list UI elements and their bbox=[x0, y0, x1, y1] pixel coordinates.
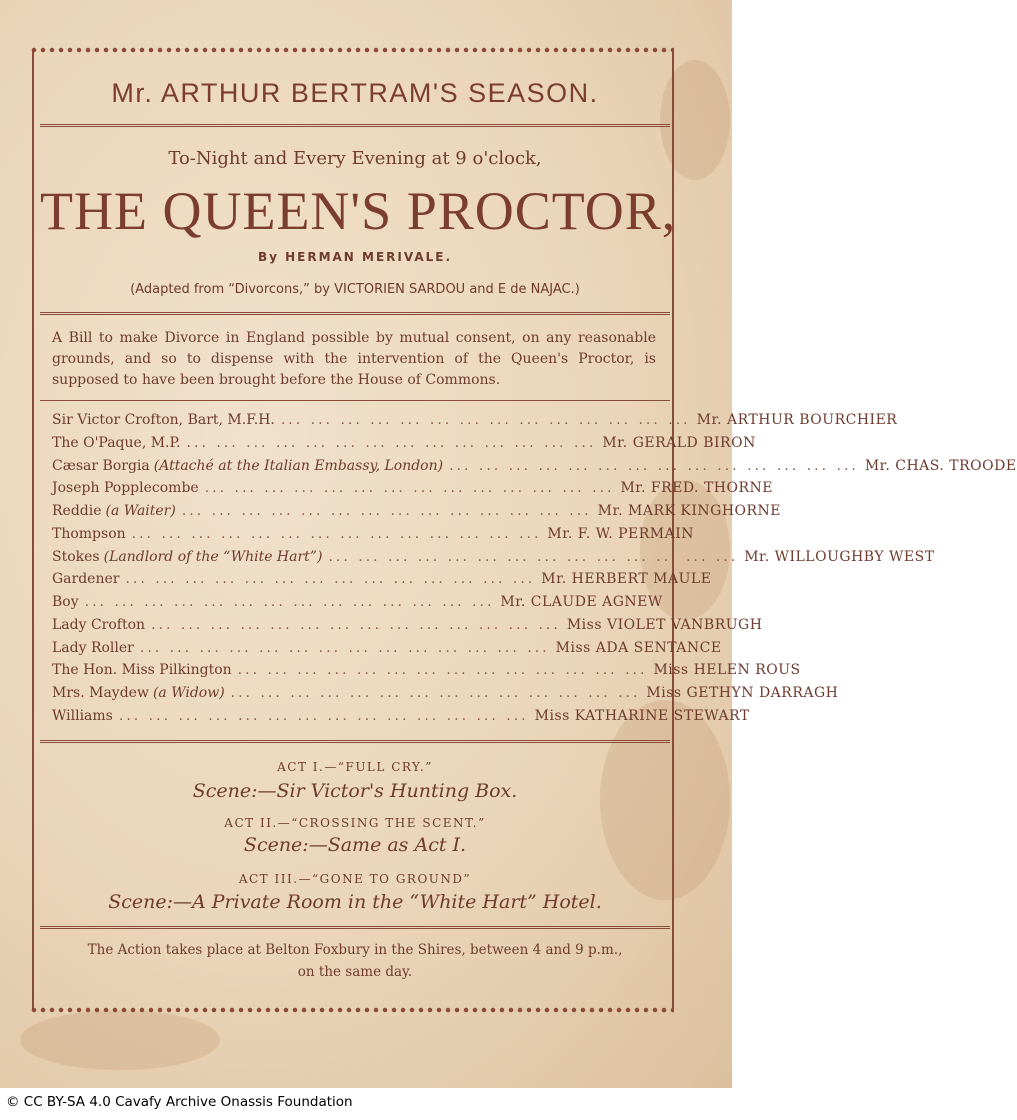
character-name bbox=[52, 708, 113, 724]
actor-name: Miss VIOLET VANBRUGH bbox=[566, 616, 763, 633]
leader-dots: ... ... ... ... ... ... ... ... ... ... ... ... ... ... bbox=[449, 457, 859, 474]
scene-description: Scene:—Sir Victor's Hunting Box. bbox=[192, 780, 518, 802]
character-role: Boy bbox=[52, 594, 79, 610]
character-role: Stokes bbox=[52, 548, 100, 565]
cast-row bbox=[52, 434, 756, 458]
actor-name: Mr. ARTHUR BOURCHIER bbox=[696, 412, 898, 428]
actor-name: Mr. FRED. THORNE bbox=[620, 480, 773, 497]
cast-row bbox=[52, 707, 750, 731]
character-name bbox=[52, 435, 181, 451]
actor-name: Mr. HERBERT MAULE bbox=[541, 571, 712, 588]
actor-name: Miss HELEN ROUS bbox=[653, 662, 801, 679]
synopsis-paragraph: A Bill to make Divorce in England possible by mutual consent, on any reasonable grounds, and so to dispense with the intervention of the Queen's Proctor, is supposed to have been brought before the House of Commons. bbox=[52, 330, 656, 388]
performance-time: To-Night and Every Evening at 9 o'clock, bbox=[168, 148, 542, 169]
actor-name: Miss ADA SENTANCE bbox=[555, 639, 722, 656]
character-role: Williams bbox=[52, 707, 113, 724]
leader-dots: ... ... ... ... ... ... ... ... ... ... ... ... ... ... bbox=[186, 434, 597, 451]
setting-note: The Action takes place at Belton Foxbury in the Shires, between 4 and 9 p.m., bbox=[87, 942, 623, 958]
character-name bbox=[52, 594, 79, 610]
image-credit: © CC BY-SA 4.0 Cavafy Archive Onassis Foundation bbox=[6, 1094, 353, 1110]
divider bbox=[40, 312, 670, 315]
leader-dots: ... ... ... ... ... ... ... ... ... ... ... ... ... ... bbox=[118, 707, 529, 724]
character-role: Lady Crofton bbox=[52, 616, 146, 633]
divider bbox=[40, 124, 670, 127]
leader-dots: ... ... ... ... ... ... ... ... ... ... ... ... ... ... bbox=[181, 503, 592, 519]
character-note: (a Widow) bbox=[152, 685, 225, 701]
character-role: Mrs. Maydew bbox=[52, 685, 149, 701]
actor-name: Mr. F. W. PERMAIN bbox=[547, 525, 694, 542]
character-name bbox=[52, 571, 119, 587]
character-name bbox=[52, 549, 322, 565]
leader-dots: ... ... ... ... ... ... ... ... ... ... ... ... ... ... bbox=[280, 412, 691, 428]
divider bbox=[40, 400, 670, 401]
actor-name: Mr. CLAUDE AGNEW bbox=[500, 594, 663, 610]
cast-row bbox=[52, 525, 694, 549]
character-name bbox=[52, 412, 275, 428]
cast-row bbox=[52, 594, 663, 617]
actor-name: Mr. GERALD BIRON bbox=[602, 434, 756, 451]
scene-description: Scene:—Same as Act I. bbox=[243, 834, 467, 856]
character-name bbox=[52, 617, 145, 633]
character-name bbox=[52, 458, 443, 474]
actor-name: Mr. MARK KINGHORNE bbox=[597, 503, 782, 519]
act-heading: ACT II.—“CROSSING THE SCENT.” bbox=[224, 816, 486, 830]
cast-row bbox=[52, 457, 1017, 481]
paper-stain bbox=[20, 1010, 220, 1070]
leader-dots: ... ... ... ... ... ... ... ... ... ... ... ... ... ... bbox=[151, 616, 561, 633]
leader-dots: ... ... ... ... ... ... ... ... ... ... ... ... ... ... bbox=[131, 525, 542, 542]
act-heading: ACT I.—“FULL CRY.” bbox=[277, 760, 433, 774]
character-role: Sir Victor Crofton, Bart, M.F.H. bbox=[52, 412, 275, 428]
character-note: (a Waiter) bbox=[105, 503, 176, 519]
character-name bbox=[52, 526, 126, 542]
leader-dots: ... ... ... ... ... ... ... ... ... ... ... ... ... ... bbox=[230, 685, 641, 701]
character-role: Thompson bbox=[52, 525, 126, 542]
leader-dots: ... ... ... ... ... ... ... ... ... ... ... ... ... ... bbox=[237, 662, 648, 679]
actor-name: Miss GETHYN DARRAGH bbox=[646, 685, 839, 701]
leader-dots: ... ... ... ... ... ... ... ... ... ... ... ... ... ... bbox=[328, 548, 739, 565]
leader-dots: ... ... ... ... ... ... ... ... ... ... ... ... ... ... bbox=[204, 480, 615, 497]
cast-row bbox=[52, 503, 782, 526]
actor-name: Miss KATHARINE STEWART bbox=[534, 707, 750, 724]
cast-row bbox=[52, 616, 763, 640]
cast-row bbox=[52, 571, 712, 594]
cast-row bbox=[52, 662, 801, 685]
scene-description: Scene:—A Private Room in the “White Hart” Hotel. bbox=[108, 891, 602, 913]
season-heading: Mr. ARTHUR BERTRAM'S SEASON. bbox=[111, 78, 599, 108]
cast-row bbox=[52, 412, 898, 435]
play-title: THE QUEEN'S PROCTOR, bbox=[40, 181, 677, 241]
character-note: (Attaché at the Italian Embassy, London) bbox=[153, 457, 444, 474]
character-role: Joseph Popplecombe bbox=[52, 480, 199, 497]
divider bbox=[40, 740, 670, 743]
character-note: (Landlord of the “White Hart”) bbox=[103, 548, 323, 565]
act-heading: ACT III.—“GONE TO GROUND” bbox=[238, 872, 472, 886]
character-name bbox=[52, 685, 225, 701]
character-name bbox=[52, 503, 176, 519]
leader-dots: ... ... ... ... ... ... ... ... ... ... ... ... ... ... bbox=[84, 594, 495, 610]
character-name bbox=[52, 662, 232, 678]
setting-note: on the same day. bbox=[297, 964, 413, 980]
adaptation-note: (Adapted from “Divorcons,” by VICTORIEN SARDOU and E de NAJAC.) bbox=[130, 282, 580, 297]
character-role: Gardener bbox=[52, 571, 120, 588]
cast-row bbox=[52, 548, 935, 572]
character-role: Reddie bbox=[52, 503, 102, 519]
actor-name: Mr. WILLOUGHBY WEST bbox=[744, 548, 935, 565]
cast-row bbox=[52, 480, 773, 503]
bottom-wavy-border bbox=[30, 1006, 674, 1014]
leader-dots: ... ... ... ... ... ... ... ... ... ... ... ... ... ... bbox=[125, 571, 536, 588]
leader-dots: ... ... ... ... ... ... ... ... ... ... ... ... ... ... bbox=[139, 639, 550, 656]
character-role: The O'Paque, M.P. bbox=[52, 434, 181, 451]
cast-list bbox=[52, 412, 1017, 731]
character-role: Cæsar Borgia bbox=[52, 457, 150, 474]
character-role: Lady Roller bbox=[52, 639, 134, 656]
character-name bbox=[52, 480, 199, 496]
author-byline: By HERMAN MERIVALE. bbox=[257, 250, 453, 264]
character-name bbox=[52, 640, 134, 656]
character-role: The Hon. Miss Pilkington bbox=[52, 662, 232, 679]
cast-row bbox=[52, 685, 839, 708]
actor-name: Mr. CHAS. TROODE bbox=[864, 457, 1017, 474]
cast-row bbox=[52, 639, 722, 663]
divider bbox=[40, 926, 670, 929]
